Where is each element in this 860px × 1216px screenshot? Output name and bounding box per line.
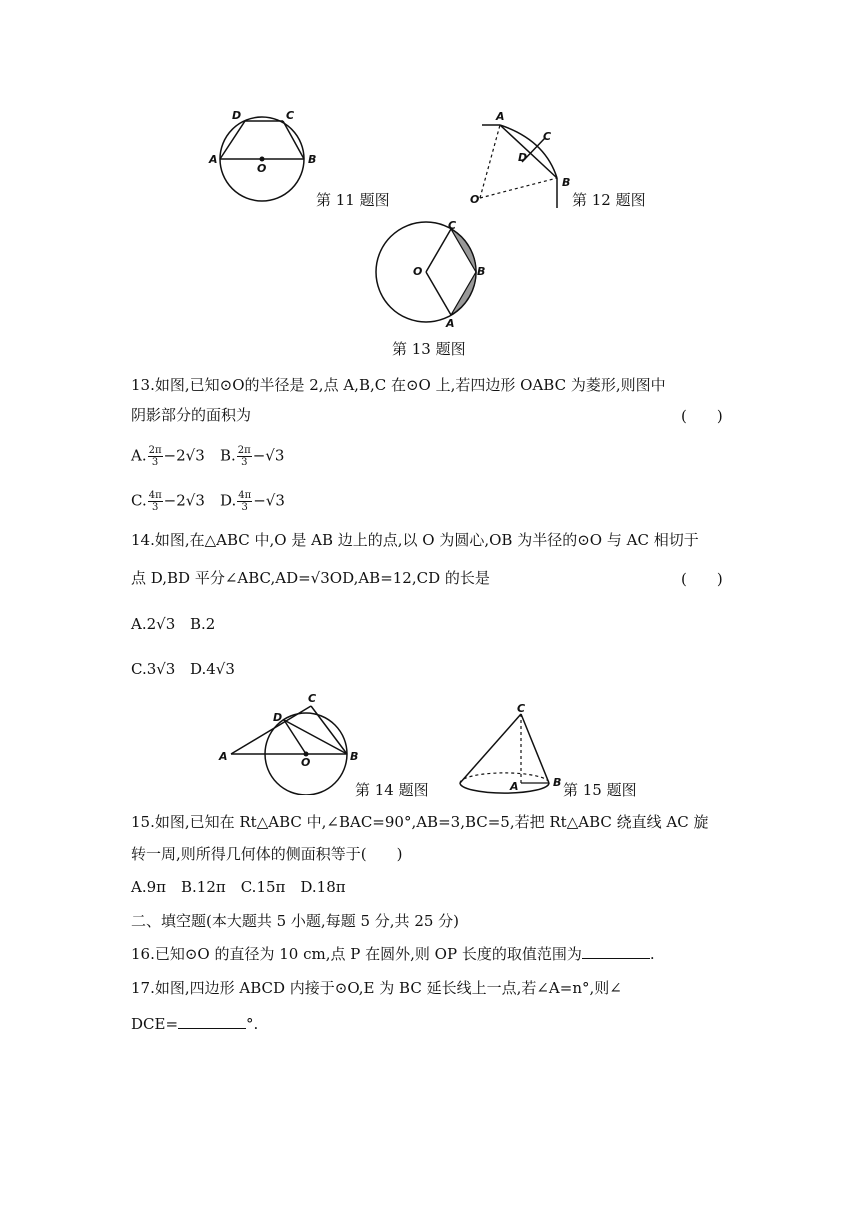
q13-option-a-prefix: A.	[131, 446, 147, 465]
fig12-label-o: O	[470, 193, 480, 206]
q13-option-d-frac	[237, 490, 252, 513]
q13-option-c-tail: −2√3	[163, 491, 205, 510]
q13-option-b-tail: −√3	[252, 446, 285, 465]
figure-13	[370, 220, 490, 330]
fig11-label-c: C	[286, 109, 295, 122]
q13-option-c-prefix: C.	[131, 491, 147, 510]
q13-option-a	[131, 445, 205, 468]
fig14-label-o: O	[301, 756, 311, 769]
fig13-caption: 第 13 题图	[392, 340, 466, 358]
q13-option-c	[131, 490, 205, 513]
q13-option-d-den: 3	[241, 502, 248, 513]
q13-option-d	[220, 490, 285, 513]
q13-option-c-frac	[148, 490, 163, 513]
q17-answer-blank[interactable]	[178, 1014, 246, 1029]
q17-line2-end: °.	[246, 1015, 259, 1033]
figure-11	[205, 105, 315, 205]
q13-option-b-den: 3	[241, 457, 248, 468]
fig11-label-b: B	[308, 153, 317, 166]
fig11-label-a: A	[209, 153, 218, 166]
q13-option-a-den: 3	[151, 457, 159, 468]
q13-line1: 13.如图,已知⊙O的半径是 2,点 A,B,C 在⊙O 上,若四边形 OABC 为菱形,则图中	[131, 376, 666, 394]
q16-end: .	[649, 945, 655, 963]
fig12-label-d: D	[518, 151, 528, 164]
q13-option-d-num: 4π	[238, 490, 252, 501]
fig13-label-b: B	[477, 265, 486, 278]
q16	[131, 944, 655, 964]
q13-option-a-tail: −2√3	[163, 446, 205, 465]
q14-option-b: B.2	[190, 615, 216, 633]
q13-option-a-num: 2π	[148, 445, 162, 456]
q13-option-c-den: 3	[152, 502, 159, 513]
fig12-label-c: C	[543, 130, 552, 143]
q14-option-a: A.2√3	[131, 615, 176, 633]
q13-option-d-prefix: D.	[220, 491, 237, 510]
q15-line1: 15.如图,已知在 Rt△ABC 中,∠BAC=90°,AB=3,BC=5,若把 Rt△ABC 绕直线 AC 旋	[131, 813, 709, 831]
fig11-label-d: D	[232, 109, 242, 122]
fig14-label-b: B	[350, 750, 359, 763]
q13-line2: 阴影部分的面积为	[131, 406, 252, 424]
q13-option-b	[220, 445, 284, 468]
fig14-label-a: A	[219, 750, 228, 763]
figure-15	[450, 700, 560, 800]
q15-line2: 转一周,则所得几何体的侧面积等于( )	[131, 845, 403, 863]
fig11-label-o: O	[257, 162, 267, 175]
q13-option-d-tail: −√3	[253, 491, 285, 510]
fig15-caption: 第 15 题图	[563, 781, 637, 799]
q17-line2-start: DCE=	[131, 1015, 179, 1033]
q13-option-b-prefix: B.	[220, 446, 236, 465]
fig14-label-c: C	[308, 692, 317, 705]
fig13-label-a: A	[446, 317, 455, 330]
q14-answer-paren: ( )	[681, 570, 723, 588]
fig15-label-b: B	[553, 776, 562, 789]
fig13-label-c: C	[448, 219, 457, 232]
fig15-label-a: A	[510, 780, 519, 793]
q14-option-c: C.3√3	[131, 660, 176, 678]
q14-line2: 点 D,BD 平分∠ABC,AD=√3OD,AB=12,CD 的长是	[131, 569, 490, 587]
figure-14	[215, 690, 365, 795]
fig15-label-c: C	[517, 702, 526, 715]
q17-line2	[131, 1014, 258, 1034]
fig14-caption: 第 14 题图	[355, 781, 429, 799]
fig12-label-b: B	[562, 176, 571, 189]
q14-line1: 14.如图,在△ABC 中,O 是 AB 边上的点,以 O 为圆心,OB 为半径的⊙O 与 AC 相切于	[131, 531, 699, 549]
fig13-label-o: O	[413, 265, 423, 278]
q17-line1: 17.如图,四边形 ABCD 内接于⊙O,E 为 BC 延长线上一点,若∠A=n°,则∠	[131, 979, 622, 997]
q13-option-b-num: 2π	[237, 445, 251, 456]
q16-text: 16.已知⊙O 的直径为 10 cm,点 P 在圆外,则 OP 长度的取值范围为	[131, 945, 582, 963]
section-heading: 二、填空题(本大题共 5 小题,每题 5 分,共 25 分)	[131, 912, 460, 930]
fig12-label-a: A	[496, 110, 505, 123]
q13-option-a-frac	[148, 445, 163, 468]
fig11-caption: 第 11 题图	[316, 191, 390, 209]
q13-option-c-num: 4π	[148, 490, 162, 501]
fig14-label-d: D	[273, 711, 283, 724]
q13-option-b-frac	[237, 445, 252, 468]
q15-options: A.9π B.12π C.15π D.18π	[131, 878, 346, 896]
q14-option-d: D.4√3	[190, 660, 235, 678]
q16-answer-blank[interactable]	[582, 944, 650, 959]
q13-answer-paren: ( )	[681, 407, 723, 425]
fig12-caption: 第 12 题图	[572, 191, 646, 209]
